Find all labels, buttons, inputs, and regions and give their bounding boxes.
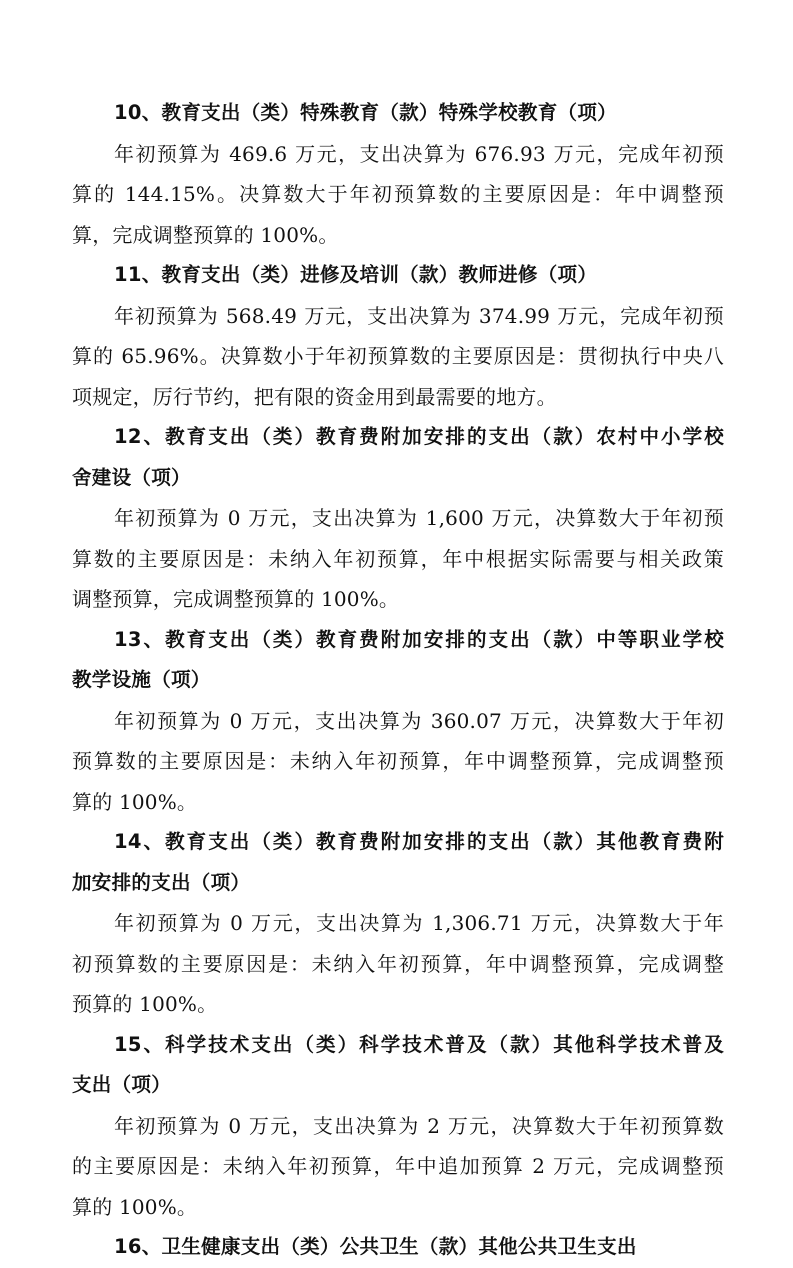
- section-10-heading: 10、教育支出（类）特殊教育（款）特殊学校教育（项）: [114, 101, 617, 124]
- section-15-heading-line-1: 15、科学技术支出（类）科学技术普及（款）其他科学技术普及: [114, 1032, 724, 1056]
- section-11-body-line-1: 年初预算为 568.49 万元，支出决算为 374.99 万元，完成年初预: [114, 303, 724, 328]
- section-13-body-line-1: 年初预算为 0 万元，支出决算为 360.07 万元，决算数大于年初: [114, 708, 724, 733]
- section-13-heading-line-2: 教学设施（项）: [72, 668, 211, 691]
- section-12-body-line-1: 年初预算为 0 万元，支出决算为 1,600 万元，决算数大于年初预: [114, 506, 724, 530]
- section-15-heading-line-2: 支出（项）: [72, 1073, 172, 1096]
- section-15-body-line-3: 算的 100%。: [72, 1194, 198, 1219]
- section-15-body-line-1: 年初预算为 0 万元，支出决算为 2 万元，决算数大于年初预算数: [114, 1113, 724, 1138]
- section-13-body-line-2: 预算数的主要原因是：未纳入年初预算，年中调整预算，完成调整预: [72, 749, 724, 773]
- section-14-body-line-3: 预算的 100%。: [72, 992, 218, 1016]
- section-14-heading-line-1: 14、教育支出（类）教育费附加安排的支出（款）其他教育费附: [114, 830, 724, 853]
- section-12-heading-line-1: 12、教育支出（类）教育费附加安排的支出（款）农村中小学校: [114, 425, 724, 448]
- section-14-body-line-1: 年初预算为 0 万元，支出决算为 1,306.71 万元，决算数大于年: [114, 911, 724, 935]
- section-15-body-line-2: 的主要原因是：未纳入年初预算，年中追加预算 2 万元，完成调整预: [72, 1154, 724, 1178]
- section-12-body-line-3: 调整预算，完成调整预算的 100%。: [72, 587, 400, 611]
- section-10-body-line-2: 算的 144.15%。决算数大于年初预算数的主要原因是：年中调整预: [72, 182, 724, 206]
- section-11-body-line-3: 项规定，厉行节约，把有限的资金用到最需要的地方。: [72, 384, 557, 409]
- section-13-body-line-3: 算的 100%。: [72, 789, 198, 814]
- section-14-heading-line-2: 加安排的支出（项）: [72, 870, 251, 894]
- section-12-body-line-2: 算数的主要原因是：未纳入年初预算，年中根据实际需要与相关政策: [72, 546, 724, 571]
- section-12-heading-line-2: 舍建设（项）: [72, 465, 191, 489]
- document-page: [72, 93, 724, 1268]
- section-10-body-line-3: 算，完成调整预算的 100%。: [72, 222, 339, 247]
- section-13-heading-line-1: 13、教育支出（类）教育费附加安排的支出（款）中等职业学校: [114, 627, 724, 651]
- section-16-heading: 16、卫生健康支出（类）公共卫生（款）其他公共卫生支出: [114, 1235, 637, 1258]
- section-14-body-line-2: 初预算数的主要原因是：未纳入年初预算，年中调整预算，完成调整: [72, 951, 724, 976]
- section-11-heading: 11、教育支出（类）进修及培训（款）教师进修（项）: [114, 263, 598, 286]
- section-11-body-line-2: 算的 65.96%。决算数小于年初预算数的主要原因是：贯彻执行中央八: [72, 344, 724, 368]
- section-10-body-line-1: 年初预算为 469.6 万元，支出决算为 676.93 万元，完成年初预: [114, 141, 724, 166]
